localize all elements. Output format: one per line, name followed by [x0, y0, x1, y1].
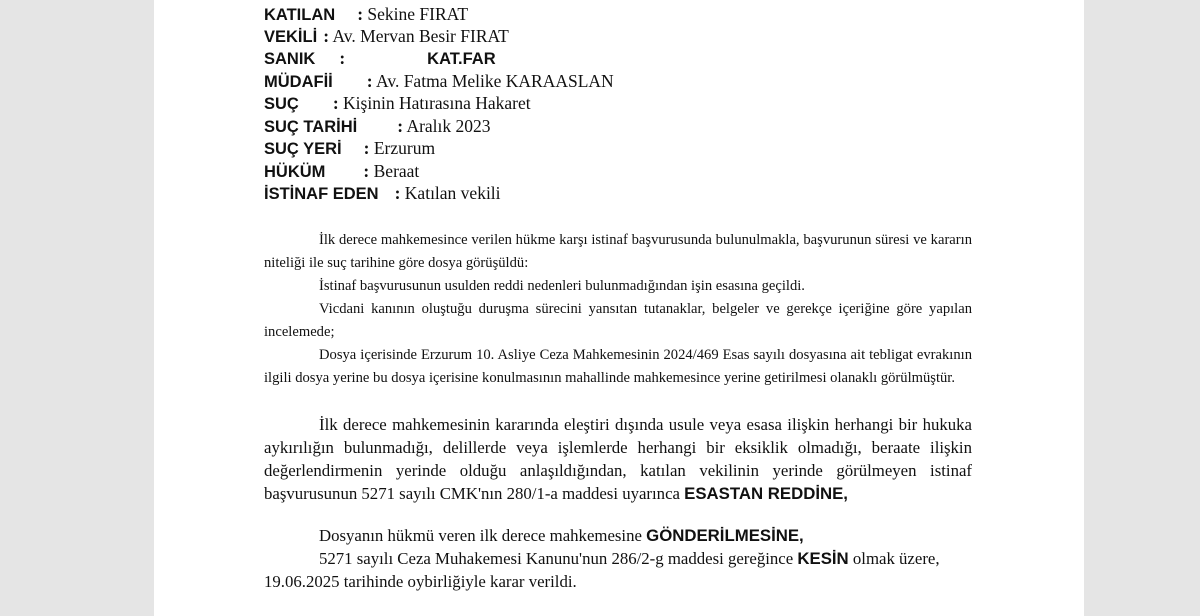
header-label: İSTİNAF EDEN — [264, 185, 379, 203]
paragraph-4: Dosya içerisinde Erzurum 10. Asliye Ceza Mahkemesinin 2024/469 Esas sayılı dosyasına ait tebligat evrakının ilgili dosya yerine bu dosya içerisine konulmasının mahallinde mahkemesince yerine getirilmesi olanaklı görülmüştür. — [264, 347, 972, 386]
paragraph-6-text: Dosyanın hükmü veren ilk derece mahkemesine — [319, 526, 642, 545]
paragraph-7-decision: KESİN — [797, 549, 849, 568]
header-row-suc-yeri: SUÇ YERİ : Erzurum — [264, 138, 436, 158]
header-value: Kişinin Hatırasına Hakaret — [343, 93, 531, 113]
header-value: Erzurum — [373, 138, 436, 158]
header-value-sanik: KAT.FAR — [427, 50, 496, 68]
header-label: SUÇ YERİ — [264, 140, 342, 158]
paragraph-2: İstinaf başvurusunun usulden reddi nedenleri bulunmadığından işin esasına geçildi. — [319, 278, 805, 294]
paragraph-7-date-line: 19.06.2025 tarihinde oybirliğiyle karar verildi. — [264, 572, 577, 591]
paragraph-3: Vicdani kanının oluştuğu duruşma sürecini yansıtan tutanaklar, belgeler ve gerekçe içeriğine göre yapılan incelemede; — [264, 301, 972, 340]
paragraph-5-decision: ESASTAN REDDİNE, — [684, 484, 848, 503]
header-label: SANIK — [264, 50, 316, 68]
paragraph-7-text: 5271 sayılı Ceza Muhakemesi Kanunu'nun 286/2-g maddesi gereğince — [319, 549, 794, 568]
paragraph-1: İlk derece mahkemesince verilen hükme karşı istinaf başvurusunda bulunulmakla, başvurunun süresi ve kararın niteliği ile suç tarihine göre dosya görüşüldü: — [264, 232, 972, 271]
paragraph-7-after: olmak üzere, — [852, 549, 940, 568]
header-value: Av. Mervan Besir FIRAT — [332, 26, 509, 46]
header-row-mudafii: MÜDAFİİ : Av. Fatma Melike KARAASLAN — [264, 71, 614, 91]
header-row-suc-tarihi: SUÇ TARİHİ : Aralık 2023 — [264, 116, 491, 136]
paragraph-5-text: İlk derece mahkemesinin kararında eleştiri dışında usule veya esasa ilişkin herhangi bir hukuka aykırılığın bulunmadığı, delillerde veya işlemlerde herhangi bir eksiklik olmadığı, beraate ilişkin değerlendirmenin yerinde olduğu anlaşıldığından, katılan vekilinin yerinde görülmeyen istinaf başvurusunun 5271 sayılı CMK'nın 280/1-a maddesi uyarınca — [264, 415, 972, 503]
header-row-katilan: KATILAN : Sekine FIRAT — [264, 4, 469, 24]
paragraph-7 — [264, 547, 972, 570]
header-label: KATILAN — [264, 6, 336, 24]
header-label: SUÇ TARİHİ — [264, 118, 358, 136]
header-value: Av. Fatma Melike KARAASLAN — [376, 71, 614, 91]
paragraph-6-decision: GÖNDERİLMESİNE, — [646, 526, 804, 545]
paragraph-5 — [264, 413, 972, 505]
header-row-sanik: SANIK : KAT.FAR — [264, 48, 496, 68]
document-page — [154, 0, 1084, 616]
paragraph-6 — [264, 524, 972, 547]
header-label: SUÇ — [264, 95, 299, 113]
header-value: Sekine FIRAT — [367, 4, 469, 24]
header-row-vekili: VEKİLİ : Av. Mervan Besir FIRAT — [264, 26, 509, 46]
header-value: Katılan vekili — [404, 183, 501, 203]
header-label: VEKİLİ — [264, 28, 318, 46]
header-row-istinaf-eden: İSTİNAF EDEN : Katılan vekili — [264, 183, 501, 203]
header-row-hukum: HÜKÜM : Beraat — [264, 161, 420, 181]
header-label: MÜDAFİİ — [264, 73, 333, 91]
header-row-suc: SUÇ : Kişinin Hatırasına Hakaret — [264, 93, 531, 113]
header-value: Aralık 2023 — [406, 116, 491, 136]
header-value: Beraat — [373, 161, 420, 181]
header-label: HÜKÜM — [264, 163, 326, 181]
